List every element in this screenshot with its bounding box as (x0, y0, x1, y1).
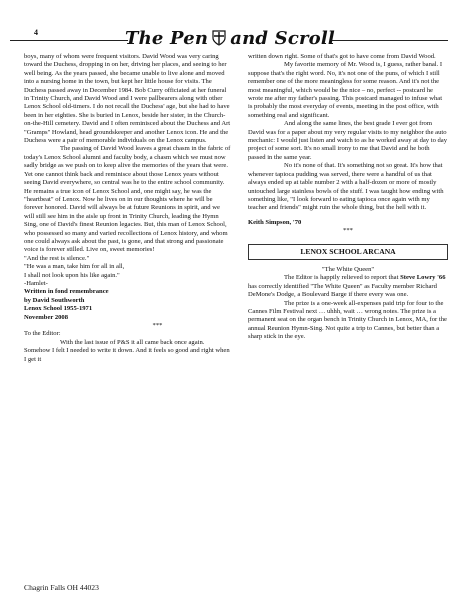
section-heading-box (248, 244, 448, 260)
paragraph: My favorite memory of Mr. Wood is, I guess, rather banal. I suppose that's the right word. No, it's not one of the puns, of which I still remember one of the more meaningless for some reason. And it's not the most meaningful, which would be the nice – no, perfect -- postcard he wrote me after my father's passing. This postcard managed to infuse what is probably the most everyday of events, meeting in the post office, with something real and significant. (248, 61, 443, 119)
paragraph: The prize is a one-week all-expenses paid trip for four to the Cannes Film Festival next … uhhh, wait … wrong notes. The prize is a permanent seat on the organ bench in Trinity Church in Lenox, MA, for the annual Reunion Hymn-Sing. Not quite a trip to Cannes, but better than a sharp stick in the eye. (248, 299, 447, 341)
crest-icon (212, 30, 226, 46)
letter-signature: Keith Simpson, '70 (248, 218, 302, 226)
section-divider: *** (152, 322, 163, 329)
arcana-subtitle: "The White Queen" (321, 265, 375, 273)
right-column (248, 53, 448, 342)
signature-line: Written in fond remembrance (24, 288, 109, 296)
title-right: and Scroll (230, 27, 335, 49)
section-divider: *** (343, 227, 353, 235)
quote-line: "He was a man, take him for all in all, (24, 263, 125, 271)
quote-attribution: -Hamlet- (24, 279, 48, 287)
letter-salutation: To the Editor: (24, 330, 61, 338)
paragraph: With the last issue of P&S it all came back once again. Somehow I felt I needed to write it down. And it feels so good and right when I get it (24, 338, 230, 363)
left-column (24, 53, 231, 364)
paragraph: The passing of David Wood leaves a great chasm in the fabric of today's Lenox School alumni and faculty body, a chasm which we must now sadly bridge as we push on to keep alive the memories of the years that were. Yet one cannot think back and reminisce about those Lenox years without seeing David everywhere, so central was he to the entire school community. He remains a true icon of Lenox School and, one might say, he was the "heartbeat" of Lenox. Now he lives on in our thoughts where he will be forever honored. David will always be at future Reunions in spirit, and we will still see him in the aisle up front in Trinity Church, leading the Hymn Sing, one of David's finest Reunion legacies. But, this man of Lenox School, who possessed so many and varied recollections of Lenox history, and whom one could always ask about the past, is gone, and that strong and passionate voice is forever stilled. Live on, sweet memories! (24, 145, 231, 254)
paragraph: No it's none of that. It's something not so great. It's how that whenever tapioca pudding was served, there were a handful of us that always ended up at table number 2 with a half-dozen or more of mostly untouched large stainless bowls of the stuff. I was taught how ending with something like, "I look forward to eating tapioca once again with my teacher and friends" might ruin the whole thing, but the hell with it. (248, 162, 444, 212)
signature-line: by David Southworth (24, 296, 85, 304)
paragraph: The Editor is happily relieved to report that Steve Lowry '66 has correctly identified "The White Queen" as Faculty member Richard DeMone's Dodge, a Boulevard Barge if there every was one. (248, 274, 446, 299)
page-number: 4 (34, 28, 38, 37)
paragraph: written down right. Some of that's got to have come from David Wood. (248, 53, 436, 60)
quote-line: "And the rest is silence." (24, 254, 90, 262)
signature-line: Lenox School 1955-1971 (24, 305, 93, 313)
section-heading: LENOX SCHOOL ARCANA (300, 246, 396, 256)
newsletter-title (110, 26, 350, 50)
footer-address: Chagrin Falls OH 44023 (24, 583, 99, 592)
signature-line: November 2008 (24, 313, 69, 321)
paragraph: And along the same lines, the best grade I ever got from David was for a paper about my very regular visits to my neighbor the auto mechanic: I would just listen and watch to as he worked away at day to day project of some sort. It's no small irony to me that David and he both passed in the same year. (248, 120, 448, 161)
title-left: The Pen (125, 27, 209, 49)
paragraph: boys, many of whom were frequent visitors. David Wood was very caring toward the Duchess, dropping in on her, driving her places, and seeing to her well being. As the years passed, she became unable to live alone and moved into a nursing home in the town, but kept her little house for visits. The Duchess passed away in December 1984. Bob Curry officiated at her funeral in Trinity Church, and David Wood and I were pallbearers along with other Lenox School old-timers. I do not recall the Duchess' age, but she had to have been in her eighties. She is buried in Lenox, beside her sister, in the Church-on-the-Hill cemetery. David and I often reminisced about the Duchess and Art "Gramps" Howland, head groundskeeper and another Lenox icon. He and the Duchess were a pair of memorable individuals on the Lenox campus. (24, 53, 231, 145)
quote-line: I shall not look upon his like again." (24, 271, 120, 279)
masthead (0, 0, 463, 48)
